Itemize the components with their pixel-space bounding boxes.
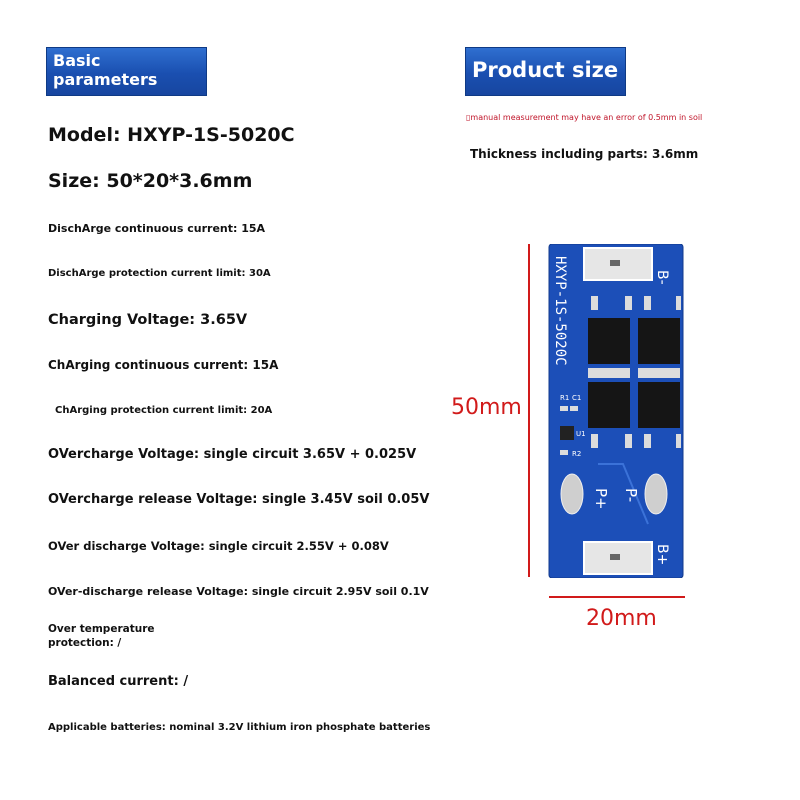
charging-voltage-text: Charging Voltage: 3.65V xyxy=(48,312,248,328)
silkscreen-model-text: HXYP-1S-5020C xyxy=(552,256,568,366)
width-dimension-line xyxy=(549,596,685,598)
size-text: Size: 50*20*3.6mm xyxy=(48,170,253,192)
charging-protection-text: ChArging protection current limit: 20A xyxy=(55,405,273,416)
overcharge-release-text: OVercharge release Voltage: single 3.45V soil 0.05V xyxy=(48,492,430,507)
overcharge-voltage-text: OVercharge Voltage: single circuit 3.65V + 0.025V xyxy=(48,447,417,462)
silkscreen-p-plus: P+ xyxy=(592,488,610,510)
pcb-board-image xyxy=(548,244,684,578)
badge-line-2: parameters xyxy=(53,70,158,89)
b-plus-pad-hole xyxy=(610,554,620,560)
discharge-protection-text: DischArge protection current limit: 30A xyxy=(48,268,271,279)
ic-u1 xyxy=(560,426,574,440)
charging-continuous-text: ChArging continuous current: 15A xyxy=(48,358,279,372)
applicable-batteries-text: Applicable batteries: nominal 3.2V lithium iron phosphate batteries xyxy=(48,722,431,733)
smd-r1 xyxy=(560,406,568,411)
smd-r2 xyxy=(560,450,568,455)
over-temp-line-2: protection: / xyxy=(48,637,122,649)
model-text: Model: HXYP-1S-5020C xyxy=(48,124,295,146)
mosfet-3 xyxy=(588,382,630,428)
over-discharge-release-text: OVer-discharge release Voltage: single circuit 2.95V soil 0.1V xyxy=(48,585,429,598)
width-label: 20mm xyxy=(586,606,657,631)
height-dimension-line xyxy=(528,244,530,577)
silkscreen-r2: R2 xyxy=(572,450,582,458)
silkscreen-p-minus: P- xyxy=(622,488,640,503)
product-size-badge: Product size xyxy=(465,47,626,96)
p-minus-pad xyxy=(645,474,667,514)
basic-parameters-badge xyxy=(46,47,207,96)
silkscreen-c1: C1 xyxy=(572,394,582,402)
over-temperature-text xyxy=(48,622,155,650)
thickness-text: Thickness including parts: 3.6mm xyxy=(470,147,699,161)
measurement-note: ▯manual measurement may have an error of 0.5mm in soil xyxy=(466,113,703,122)
badge-line-1: Basic xyxy=(53,51,101,70)
b-minus-pad-hole xyxy=(610,260,620,266)
mosfet-4 xyxy=(638,382,680,428)
mosfet-2 xyxy=(638,318,680,364)
mosfet-1 xyxy=(588,318,630,364)
silkscreen-b-plus: B+ xyxy=(654,544,670,566)
smd-c1 xyxy=(570,406,578,411)
over-discharge-voltage-text: OVer discharge Voltage: single circuit 2.55V + 0.08V xyxy=(48,539,389,553)
silkscreen-u1: U1 xyxy=(576,430,586,438)
silkscreen-r1: R1 xyxy=(560,394,570,402)
height-label: 50mm xyxy=(451,395,522,420)
silkscreen-b-minus: B- xyxy=(654,270,670,285)
discharge-continuous-text: DischArge continuous current: 15A xyxy=(48,222,266,235)
p-plus-pad xyxy=(561,474,583,514)
balanced-current-text: Balanced current: / xyxy=(48,674,189,689)
over-temp-line-1: Over temperature xyxy=(48,623,155,635)
